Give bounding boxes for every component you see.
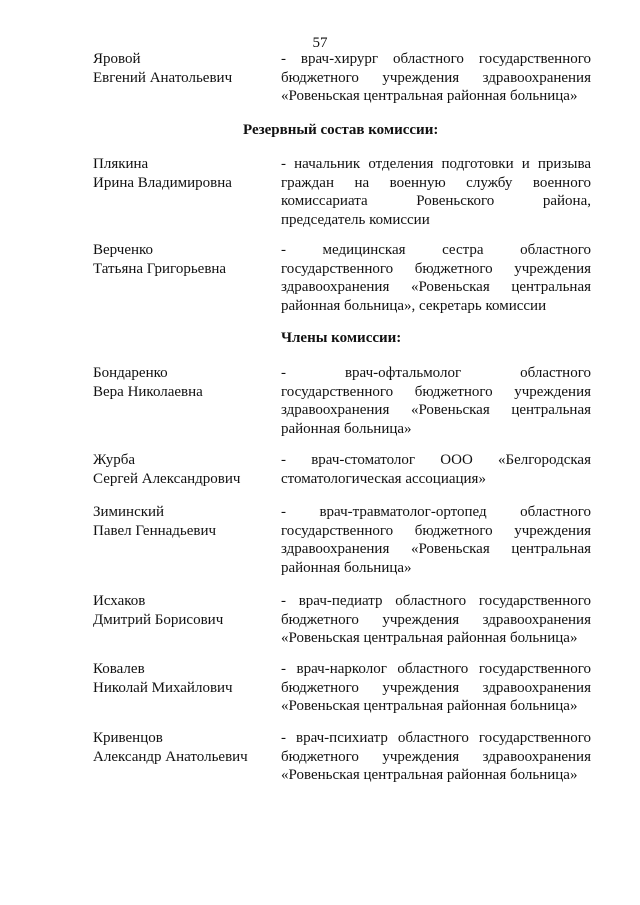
position-line: районная больница», секретарь комиссии bbox=[281, 297, 547, 314]
member-position bbox=[281, 451, 591, 488]
position-line: бюджетного учреждения здравоохранения bbox=[281, 611, 591, 628]
position-line: здравоохранения «Ровеньская центральная bbox=[281, 402, 591, 419]
position-line: «Ровеньская центральная районная больница» bbox=[281, 767, 578, 784]
position-line: - начальник отделения подготовки и призыва bbox=[281, 156, 591, 172]
position-line: государственного бюджетного учреждения bbox=[281, 383, 591, 400]
position-line: комиссариата Ровеньского района, bbox=[281, 193, 591, 210]
position-line: бюджетного учреждения здравоохранения bbox=[281, 679, 591, 696]
position-line: председатель комиссии bbox=[281, 211, 430, 228]
member-surname: Бондаренко bbox=[93, 365, 168, 381]
member-name bbox=[93, 364, 278, 401]
member-position bbox=[281, 660, 591, 716]
position-line: граждан на военную службу военного bbox=[281, 174, 591, 191]
member-given-names: Сергей Александрович bbox=[93, 470, 241, 487]
member-surname: Верченко bbox=[93, 242, 154, 258]
member-given-names: Дмитрий Борисович bbox=[93, 611, 224, 628]
position-line: районная больница» bbox=[281, 420, 412, 437]
position-line: «Ровеньская центральная районная больница» bbox=[281, 630, 578, 647]
position-line: - врач-нарколог областного государственного bbox=[281, 661, 591, 677]
member-position bbox=[281, 50, 591, 106]
position-line: бюджетного учреждения здравоохранения bbox=[281, 69, 591, 86]
page-number: 57 bbox=[312, 35, 328, 51]
position-line: - врач-хирург областного государственного bbox=[281, 51, 591, 67]
member-given-names: Татьяна Григорьевна bbox=[93, 260, 227, 277]
position-line: «Ровеньская центральная районная больница» bbox=[281, 88, 578, 105]
heading-members: Члены комиссии: bbox=[281, 330, 402, 346]
member-name bbox=[93, 660, 278, 697]
member-given-names: Ирина Владимировна bbox=[93, 174, 232, 191]
position-line: бюджетного учреждения здравоохранения bbox=[281, 748, 591, 765]
position-line: здравоохранения «Ровеньская центральная bbox=[281, 279, 591, 296]
member-surname: Яровой bbox=[93, 51, 141, 67]
member-surname: Журба bbox=[93, 452, 135, 468]
position-line: - врач-травматолог-ортопед областного bbox=[281, 504, 591, 520]
member-surname: Плякина bbox=[93, 156, 149, 172]
member-name bbox=[93, 503, 278, 540]
member-name bbox=[93, 451, 278, 488]
member-given-names: Александр Анатольевич bbox=[93, 748, 248, 765]
position-line: - врач-педиатр областного государственного bbox=[281, 593, 591, 609]
heading-reserve: Резервный состав комиссии: bbox=[243, 122, 439, 138]
member-name bbox=[93, 729, 278, 766]
position-line: районная больница» bbox=[281, 559, 412, 576]
position-line: - врач-стоматолог ООО «Белгородская bbox=[281, 452, 591, 468]
position-line: стоматологическая ассоциация» bbox=[281, 470, 486, 487]
member-given-names: Евгений Анатольевич bbox=[93, 69, 233, 86]
member-name bbox=[93, 155, 278, 192]
member-position bbox=[281, 364, 591, 438]
member-surname: Ковалев bbox=[93, 661, 145, 677]
member-surname: Кривенцов bbox=[93, 730, 163, 746]
member-name bbox=[93, 592, 278, 629]
member-position bbox=[281, 241, 591, 315]
position-line: - медицинская сестра областного bbox=[281, 242, 591, 258]
member-name bbox=[93, 241, 278, 278]
member-given-names: Николай Михайлович bbox=[93, 679, 233, 696]
member-position bbox=[281, 729, 591, 785]
member-given-names: Павел Геннадьевич bbox=[93, 522, 217, 539]
member-position bbox=[281, 155, 591, 229]
member-surname: Исхаков bbox=[93, 593, 146, 609]
member-name bbox=[93, 50, 278, 87]
position-line: государственного бюджетного учреждения bbox=[281, 260, 591, 277]
position-line: - врач-психиатр областного государственного bbox=[281, 730, 591, 746]
member-position bbox=[281, 592, 591, 648]
position-line: государственного бюджетного учреждения bbox=[281, 522, 591, 539]
member-given-names: Вера Николаевна bbox=[93, 383, 203, 400]
position-line: «Ровеньская центральная районная больница» bbox=[281, 698, 578, 715]
member-position bbox=[281, 503, 591, 577]
member-surname: Зиминский bbox=[93, 504, 165, 520]
position-line: - врач-офтальмолог областного bbox=[281, 365, 591, 381]
position-line: здравоохранения «Ровеньская центральная bbox=[281, 541, 591, 558]
